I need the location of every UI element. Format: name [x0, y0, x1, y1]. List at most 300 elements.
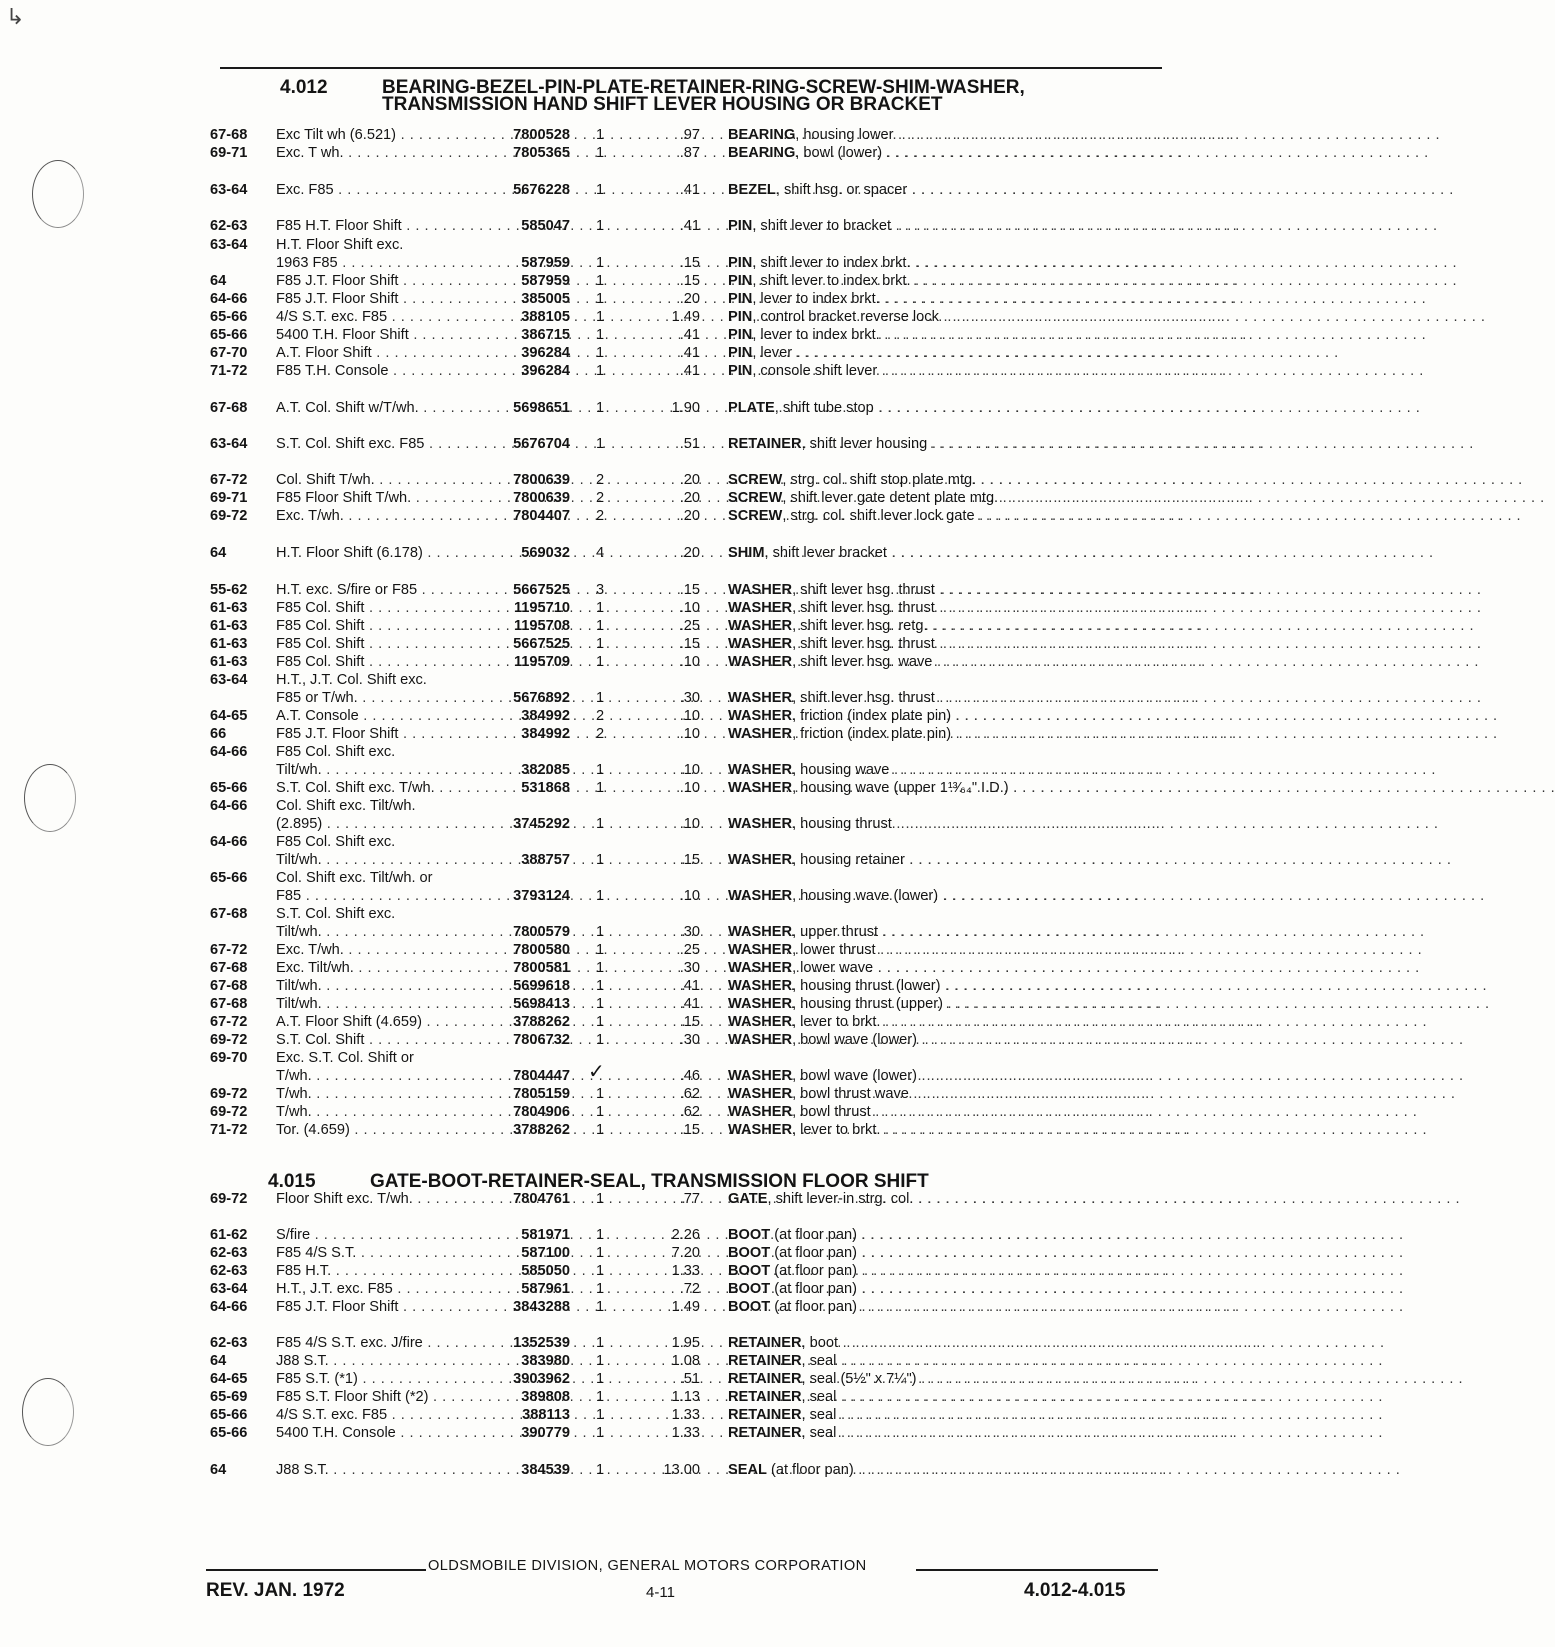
part-number: 1352539 — [513, 1335, 570, 1351]
part-number: 581971 — [521, 1227, 570, 1243]
quantity: 1 — [595, 816, 605, 832]
table-row — [0, 743, 1272, 761]
price: 13.00 — [663, 1462, 700, 1478]
price: .41 — [679, 182, 700, 198]
price: 1.13 — [671, 1389, 700, 1405]
table-row — [0, 254, 1458, 272]
model-year: 69-71 — [210, 490, 248, 506]
part-number: 587959 — [521, 255, 570, 271]
part-detail: (at floor pan) — [770, 1299, 857, 1315]
price: 1.90 — [671, 400, 700, 416]
part-number: 386715 — [521, 327, 570, 343]
leader-dots: . . . . . . . . . . . . . . . . . . . . . . . . . . . . . . . . . . . . . . . . . . . . . . . . . . . . . . . . . . . . — [873, 400, 1421, 416]
part-number: 7800579 — [513, 924, 570, 940]
model-year: 63-64 — [210, 182, 248, 198]
part-name — [728, 1226, 1404, 1244]
application-description: Tilt/wh. . . . — [276, 923, 484, 941]
application-description: H.T. Floor Shift (6.178) . . . — [276, 544, 484, 562]
quantity: 1 — [595, 1104, 605, 1120]
part-name — [728, 1280, 1404, 1298]
corner-mark: ↳ — [6, 4, 25, 29]
leader-dots: . . . . . . . . . . . . . . . . . . . . . . . . . . . . . . . . . . . . . . . . . . . . . . . . . . . . . . . . . . . . — [976, 472, 1523, 488]
leader-dots: . . . . . . . . . . . . . . . . . . . . . . . . . . . . . . . . . . . . . . . . . . . . . . . . . . . . . . . . . . . . — [916, 1032, 1464, 1048]
model-year: 65-69 — [210, 1389, 248, 1405]
part-number: 396284 — [521, 345, 570, 361]
part-detail: , seal — [801, 1389, 837, 1405]
part-name — [728, 599, 1482, 617]
part-number: 1195709 — [513, 654, 570, 670]
part-name — [728, 344, 1339, 362]
part-name — [728, 1085, 1456, 1103]
application-description: Exc. T/wh. . . . — [276, 941, 484, 959]
table-row — [0, 272, 1458, 290]
price: .15 — [679, 273, 700, 289]
table-row — [0, 344, 1339, 362]
part-name — [728, 941, 1423, 959]
model-year: 61-63 — [210, 654, 248, 670]
leader-dots: . . . . . . . . . . . . . . . . . . . . . . . . . . . . . . . . . . . . . . . . . . . . . . . . . . . . . . . . . . . . — [838, 1335, 1385, 1351]
quantity: 1 — [595, 1353, 605, 1369]
price: .77 — [679, 1191, 700, 1207]
leader-dots: . . . . . . . . . . . . . . . . . . . . . . . . . . . . . . . . . . . . . . . . . . . . . . . . . . . . . . . . . . . . — [880, 1014, 1428, 1030]
part-number: 3843288 — [513, 1299, 570, 1315]
part-name — [728, 1013, 1428, 1031]
part-name-bold: WASHER — [728, 726, 793, 742]
part-detail: , shift lever housing — [801, 436, 928, 452]
application-description: Col. Shift T/wh. . . . — [276, 471, 484, 489]
leader-dots: . . . . . . . . . . . . . . . . . . . . . . . . . . . . . . . . . . . . . . . . . . . . . . . . . . . . . . . . . . . . — [934, 600, 1482, 616]
part-name-bold: SHIM — [728, 545, 765, 561]
quantity: 1 — [595, 1086, 605, 1102]
application-description: Tilt/wh. . . . — [276, 761, 484, 779]
part-detail: , bowl wave (lower) — [792, 1032, 917, 1048]
footer-page-number: 4-11 — [646, 1584, 675, 1601]
part-name — [728, 544, 1434, 562]
price: 1.33 — [671, 1425, 700, 1441]
part-name — [728, 1067, 1464, 1085]
part-number: 1195708 — [513, 618, 570, 634]
part-detail: (at floor pan) — [770, 1227, 857, 1243]
quantity: 1 — [595, 762, 605, 778]
part-detail: , strg. col. shift stop plate mtg. — [782, 472, 977, 488]
section-heading-4012 — [0, 79, 1272, 119]
table-row — [0, 399, 1421, 417]
leader-dots: . . . . . . . . . . . . . . . . . . . . . . . . . . . . . . . . . . . . . . . . . . . . . . . . . . . . . . . . . . . . — [836, 1389, 1383, 1405]
model-year: 61-63 — [210, 600, 248, 616]
price: .51 — [679, 436, 700, 452]
price: .30 — [679, 690, 700, 706]
part-detail: (at floor pan) — [770, 1263, 857, 1279]
quantity: 1 — [595, 1462, 605, 1478]
part-name — [728, 1334, 1385, 1352]
model-year: 62-63 — [210, 1245, 248, 1261]
part-name — [728, 326, 1427, 344]
part-detail: , friction (index plate pin) — [792, 726, 952, 742]
part-number: 7800639 — [513, 472, 570, 488]
leader-dots: . . . . . . . . . . . . . . . . . . . . . . . . . . . . . . . . . . . . . . . . . . . . . . . . . . . . . . . . . . . . — [927, 436, 1474, 452]
table-row — [0, 1298, 1404, 1316]
model-year: 64-65 — [210, 1371, 248, 1387]
quantity: 1 — [595, 978, 605, 994]
quantity: 2 — [595, 490, 605, 506]
part-name — [728, 254, 1458, 272]
table-row — [0, 507, 1522, 525]
application-description: Tilt/wh. . . . — [276, 995, 484, 1013]
leader-dots: . . . . . . . . . . . . . . . . . . . . . . . . . . . . . . . . . . . . . . . . . . . . . . . . . . . . . . . . . . . . — [893, 127, 1441, 143]
part-number: 7800639 — [513, 490, 570, 506]
part-name — [728, 761, 1436, 779]
part-detail: , shift lever to bracket — [752, 218, 892, 234]
leader-dots: . . . . . . . . . . . . . . . . . . . . . . . . . . . . . . . . . . . . . . . . . . . . . . . . . . . . . . . . . . . . — [907, 182, 1454, 198]
part-number: 7800580 — [513, 942, 570, 958]
part-detail: , shift lever-in strg. col. — [767, 1191, 914, 1207]
part-name — [728, 217, 1438, 235]
table-row — [0, 707, 1498, 725]
quantity: 1 — [595, 600, 605, 616]
model-year: 69-72 — [210, 1191, 248, 1207]
part-number: 396284 — [521, 363, 570, 379]
part-number: 5676892 — [513, 690, 570, 706]
part-name — [728, 1121, 1428, 1139]
part-name-bold: WASHER — [728, 636, 793, 652]
application-description: F85 Col. Shift exc. — [276, 834, 396, 850]
application-description: F85 . . . — [276, 887, 484, 905]
quantity: 1 — [595, 1245, 605, 1261]
application-description: J88 S.T. . . . — [276, 1461, 484, 1479]
application-description: 4/S S.T. exc. F85 . . . — [276, 308, 484, 326]
part-detail: , shift lever hsg. retg. — [792, 618, 928, 634]
price: .41 — [679, 363, 700, 379]
table-row — [0, 308, 1486, 326]
part-number: 3903962 — [513, 1371, 570, 1387]
quantity: 1 — [595, 1407, 605, 1423]
application-description: F85 or T/wh. . . . — [276, 689, 484, 707]
quantity: 2 — [595, 472, 605, 488]
part-name-bold: PIN — [728, 345, 753, 361]
application-description: Exc. Tilt/wh. . . . — [276, 959, 484, 977]
quantity: 1 — [595, 942, 605, 958]
leader-dots: . . . . . . . . . . . . . . . . . . . . . . . . . . . . . . . . . . . . . . . . . . . . . . . . . . . . . . . . . . . . — [836, 1353, 1383, 1369]
model-year: 69-72 — [210, 1104, 248, 1120]
part-detail: , friction (index plate pin) — [792, 708, 952, 724]
application-description: Exc. S.T. Col. Shift or — [276, 1050, 414, 1066]
price: .10 — [679, 762, 700, 778]
price: .51 — [679, 1371, 700, 1387]
price: .46 — [679, 1068, 700, 1084]
part-name — [728, 1352, 1383, 1370]
quantity: 1 — [595, 218, 605, 234]
part-name-bold: RETAINER — [728, 1407, 802, 1423]
model-year: 71-72 — [210, 363, 248, 379]
table-row — [0, 1049, 1272, 1067]
table-row — [0, 959, 1420, 977]
part-detail: , lever to brkt. — [792, 1014, 881, 1030]
price: 1.08 — [671, 1353, 700, 1369]
part-name — [728, 1031, 1464, 1049]
part-number: 3793124 — [513, 888, 570, 904]
price: .41 — [679, 996, 700, 1012]
quantity: 1 — [595, 309, 605, 325]
application-description: A.T. Floor Shift . . . — [276, 344, 484, 362]
part-name-bold: RETAINER — [728, 1335, 802, 1351]
application-description: F85 4/S S.T. exc. J/fire . . . — [276, 1334, 484, 1352]
model-year: 64-65 — [210, 708, 248, 724]
part-name — [728, 1406, 1383, 1424]
price: .15 — [679, 636, 700, 652]
part-name-bold: GATE — [728, 1191, 768, 1207]
price: 1.95 — [671, 1335, 700, 1351]
part-name-bold: BOOT — [728, 1263, 771, 1279]
part-name-bold: WASHER — [728, 852, 793, 868]
price: .15 — [679, 582, 700, 598]
part-name-bold: SCREW — [728, 508, 783, 524]
part-name-bold: BEARING — [728, 145, 796, 161]
model-year: 67-68 — [210, 996, 248, 1012]
leader-dots: . . . . . . . . . . . . . . . . . . . . . . . . . . . . . . . . . . . . . . . . . . . . . . . . . . . . . . . . . . . . — [878, 924, 1425, 940]
part-name — [728, 779, 1555, 797]
application-description: 1963 F85 . . . — [276, 254, 484, 272]
part-number: 388757 — [521, 852, 570, 868]
footer-rule-right — [916, 1569, 1158, 1571]
part-name — [728, 489, 1545, 507]
quantity: 1 — [595, 1299, 605, 1315]
part-number: 7804906 — [513, 1104, 570, 1120]
table-row — [0, 1226, 1404, 1244]
model-year: 63-64 — [210, 672, 248, 688]
table-row — [0, 1121, 1428, 1139]
section-number: 4.012 — [280, 77, 328, 98]
leader-dots: . . . . . . . . . . . . . . . . . . . . . . . . . . . . . . . . . . . . . . . . . . . . . . . . . . . . . . . . . . . . — [1008, 780, 1555, 796]
table-row — [0, 815, 1439, 833]
quantity: 1 — [595, 618, 605, 634]
model-year: 62-63 — [210, 1263, 248, 1279]
table-row — [0, 181, 1454, 199]
table-row — [0, 1334, 1385, 1352]
part-number: 7804761 — [513, 1191, 570, 1207]
section-title-line1: BEARING-BEZEL-PIN-PLATE-RETAINER-RING-SCREW-SHIM-WASHER, — [382, 77, 1025, 98]
price: .20 — [679, 472, 700, 488]
part-name — [728, 995, 1490, 1013]
part-name-bold: WASHER — [728, 1122, 793, 1138]
part-detail: , shift lever to index brkt. — [752, 273, 911, 289]
part-name-bold: BOOT — [728, 1281, 771, 1297]
leader-dots: . . . . . . . . . . . . . . . . . . . . . . . . . . . . . . . . . . . . . . . . . . . . . . . . . . . . . . . . . . . . — [856, 1263, 1404, 1279]
part-name — [728, 1461, 1401, 1479]
part-name-bold: BOOT — [728, 1299, 771, 1315]
part-name — [728, 815, 1439, 833]
part-detail: , boot — [801, 1335, 839, 1351]
part-name-bold: WASHER — [728, 1086, 793, 1102]
part-detail: , housing retainer — [792, 852, 905, 868]
leader-dots: . . . . . . . . . . . . . . . . . . . . . . . . . . . . . . . . . . . . . . . . . . . . . . . . . . . . . . . . . . . . — [853, 1462, 1401, 1478]
part-name — [728, 290, 1427, 308]
table-row — [0, 1031, 1464, 1049]
model-year: 61-63 — [210, 618, 248, 634]
part-name-bold: SCREW — [728, 472, 783, 488]
table-row — [0, 1424, 1383, 1442]
part-name — [728, 689, 1482, 707]
application-description: J88 S.T. . . . — [276, 1352, 484, 1370]
model-year: 69-71 — [210, 145, 248, 161]
part-detail: , housing thrust (upper) — [792, 996, 943, 1012]
quantity: 1 — [595, 1335, 605, 1351]
part-detail: , lever — [752, 345, 793, 361]
quantity: 1 — [595, 1263, 605, 1279]
quantity: 2 — [595, 726, 605, 742]
application-description: Tor. (4.659) . . . — [276, 1121, 484, 1139]
leader-dots: . . . . . . . . . . . . . . . . . . . . . . . . . . . . . . . . . . . . . . . . . . . . . . . . . . . . . . . . . . . . — [951, 708, 1498, 724]
model-year: 65-66 — [210, 327, 248, 343]
part-name-bold: WASHER — [728, 960, 793, 976]
part-name-bold: PIN — [728, 273, 753, 289]
leader-dots: . . . . . . . . . . . . . . . . . . . . . . . . . . . . . . . . . . . . . . . . . . . . . . . . . . . . . . . . . . . . — [904, 852, 1452, 868]
model-year: 65-66 — [210, 1425, 248, 1441]
price: .10 — [679, 654, 700, 670]
table-row — [0, 1061, 1464, 1085]
table-row — [0, 489, 1545, 507]
model-year: 67-68 — [210, 978, 248, 994]
application-description: T/wh. . . . — [276, 1103, 484, 1121]
price: .20 — [679, 291, 700, 307]
table-row — [0, 995, 1490, 1013]
table-row — [0, 671, 1272, 689]
quantity: 1 — [595, 654, 605, 670]
model-year: 64 — [210, 545, 227, 561]
part-detail: , console shift lever — [752, 363, 878, 379]
price: .62 — [679, 1104, 700, 1120]
part-number: 7806732 — [513, 1032, 570, 1048]
part-name-bold: BEZEL — [728, 182, 776, 198]
part-name-bold: WASHER — [728, 762, 793, 778]
part-name-bold: WASHER — [728, 1014, 793, 1030]
part-name — [728, 272, 1458, 290]
part-detail: , seal — [801, 1407, 837, 1423]
part-name — [728, 144, 1429, 162]
application-description: H.T. exc. S/fire or F85 . . . — [276, 581, 484, 599]
model-year: 67-72 — [210, 472, 248, 488]
part-name-bold: PIN — [728, 309, 753, 325]
part-name — [728, 435, 1474, 453]
price: .10 — [679, 600, 700, 616]
table-row — [0, 635, 1482, 653]
table-row — [0, 599, 1482, 617]
model-year: 64-66 — [210, 1299, 248, 1315]
model-year: 67-68 — [210, 906, 248, 922]
part-name-bold: WASHER — [728, 978, 793, 994]
part-detail: , shift lever bracket — [764, 545, 887, 561]
application-description: T/wh. . . . — [276, 1085, 484, 1103]
application-description: F85 Col. Shift . . . — [276, 635, 484, 653]
part-number: 3788262 — [513, 1122, 570, 1138]
price: .41 — [679, 327, 700, 343]
quantity: 3 — [595, 582, 605, 598]
table-row — [0, 1085, 1456, 1103]
price: .20 — [679, 490, 700, 506]
handwritten-check-mark: ✓ — [588, 1061, 605, 1083]
leader-dots: . . . . . . . . . . . . . . . . . . . . . . . . . . . . . . . . . . . . . . . . . . . . . . . . . . . . . . . . . . . . — [934, 582, 1482, 598]
price: 1.49 — [671, 309, 700, 325]
table-row — [0, 851, 1452, 869]
table-row — [0, 236, 1272, 254]
quantity: 1 — [595, 1032, 605, 1048]
quantity: 1 — [595, 273, 605, 289]
leader-dots: . . . . . . . . . . . . . . . . . . . . . . . . . . . . . . . . . . . . . . . . . . . . . . . . . . . . . . . . . . . . — [951, 726, 1498, 742]
application-description: H.T. Floor Shift exc. — [276, 237, 404, 253]
application-description: S.T. Col. Shift exc. — [276, 906, 396, 922]
part-name-bold: WASHER — [728, 582, 793, 598]
model-year: 67-68 — [210, 960, 248, 976]
price: .20 — [679, 508, 700, 524]
application-description: Exc. T wh. . . . — [276, 144, 484, 162]
part-name-bold: RETAINER — [728, 1389, 802, 1405]
model-year: 67-72 — [210, 942, 248, 958]
part-number: 384539 — [521, 1462, 570, 1478]
part-detail: , housing thrust — [792, 816, 892, 832]
table-row — [0, 977, 1488, 995]
leader-dots: . . . . . . . . . . . . . . . . . . . . . . . . . . . . . . . . . . . . . . . . . . . . . . . . . . . . . . . . . . . . — [908, 1086, 1456, 1102]
part-name — [728, 959, 1420, 977]
part-detail: , lever to index brkt. — [752, 291, 880, 307]
model-year: 64-66 — [210, 291, 248, 307]
part-detail: , strg. col. shift lever lock gate — [782, 508, 975, 524]
part-detail: , lever to brkt. — [792, 1122, 881, 1138]
table-row — [0, 581, 1482, 599]
part-name — [728, 308, 1486, 326]
application-description: H.T., J.T. Col. Shift exc. — [276, 672, 427, 688]
part-detail: , control bracket reverse lock — [752, 309, 939, 325]
part-number: 5698651 — [513, 400, 570, 416]
price: .10 — [679, 780, 700, 796]
part-detail: , housing wave — [792, 762, 890, 778]
quantity: 1 — [595, 1371, 605, 1387]
part-number: 5667525 — [513, 636, 570, 652]
price: .25 — [679, 618, 700, 634]
leader-dots: . . . . . . . . . . . . . . . . . . . . . . . . . . . . . . . . . . . . . . . . . . . . . . . . . . . . . . . . . . . . — [998, 490, 1545, 506]
price: .30 — [679, 960, 700, 976]
model-year: 65-66 — [210, 309, 248, 325]
application-description: F85 4/S S.T. . . . — [276, 1244, 484, 1262]
part-number: 383980 — [521, 1353, 570, 1369]
model-year: 67-68 — [210, 127, 248, 143]
part-detail: , shift lever gate detent plate mtg. — [782, 490, 999, 506]
leader-dots: . . . . . . . . . . . . . . . . . . . . . . . . . . . . . . . . . . . . . . . . . . . . . . . . . . . . . . . . . . . . — [856, 1299, 1404, 1315]
model-year: 62-63 — [210, 218, 248, 234]
application-description: F85 J.T. Floor Shift . . . — [276, 1298, 484, 1316]
table-row — [0, 1013, 1428, 1031]
part-number: 382085 — [521, 762, 570, 778]
part-detail: , shift lever hsg. thrust — [792, 600, 935, 616]
part-name — [728, 1370, 1464, 1388]
table-row — [0, 471, 1523, 489]
quantity: 1 — [595, 145, 605, 161]
application-description: 5400 T.H. Floor Shift . . . — [276, 326, 484, 344]
model-year: 64-66 — [210, 798, 248, 814]
part-name — [728, 707, 1498, 725]
model-year: 64 — [210, 1462, 227, 1478]
part-detail: , upper thrust — [792, 924, 879, 940]
application-description: Floor Shift exc. T/wh. . . . — [276, 1190, 484, 1208]
part-detail: , lower thrust — [792, 942, 876, 958]
model-year: 64 — [210, 1353, 227, 1369]
application-description: F85 H.T. . . . — [276, 1262, 484, 1280]
table-row — [0, 1352, 1383, 1370]
price: 1.33 — [671, 1407, 700, 1423]
leader-dots: . . . . . . . . . . . . . . . . . . . . . . . . . . . . . . . . . . . . . . . . . . . . . . . . . . . . . . . . . . . . — [942, 996, 1490, 1012]
price: .41 — [679, 345, 700, 361]
application-description: F85 T.H. Console . . . — [276, 362, 484, 380]
table-row — [0, 941, 1423, 959]
leader-dots: . . . . . . . . . . . . . . . . . . . . . . . . . . . . . . . . . . . . . . . . . . . . . . . . . . . . . . . . . . . . — [974, 508, 1522, 524]
